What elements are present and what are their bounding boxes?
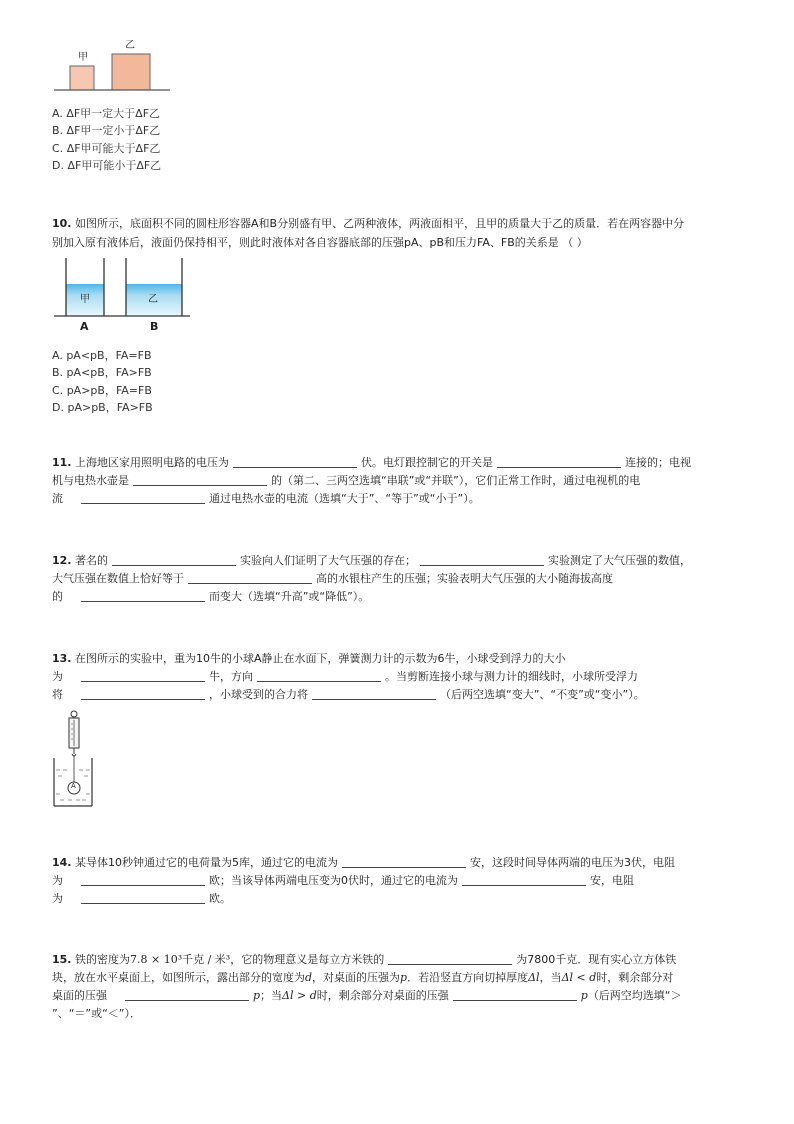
q14-blank-4[interactable] — [81, 891, 205, 904]
q15-blank-1[interactable] — [388, 952, 512, 965]
q15-line2: 块，放在水平桌面上，如图所示，露出部分的宽度为d，对桌面的压强为p．若沿竖直方向切掉厚度Δl，当Δl < d时，剩余部分对 — [52, 971, 674, 984]
q14-number: 14. — [52, 856, 72, 869]
q10-option-b[interactable]: B. pA<pB，FA>FB — [52, 366, 152, 379]
q13-figure — [52, 710, 96, 810]
q11-line1: 11. 上海地区家用照明电路的电压为 伏。电灯跟控制它的开关是 连接的；电视 — [52, 456, 691, 469]
q15-blank-2[interactable] — [125, 988, 249, 1001]
q10-option-c[interactable]: C. pA>pB，FA=FB — [52, 384, 152, 397]
q15-blank-3[interactable] — [453, 988, 577, 1001]
q9-option-b[interactable]: B. ΔF甲一定小于ΔF乙 — [52, 124, 161, 137]
q12-blank-4[interactable] — [81, 589, 205, 602]
q15-density: 7.8 × 10³千克 / 米³ — [130, 953, 231, 966]
q10-figure — [52, 256, 192, 336]
q14-blank-1[interactable] — [342, 855, 466, 868]
q13-blank-2[interactable] — [257, 669, 381, 682]
q15-line1: 15. 铁的密度为7.8 × 10³千克 / 米³，它的物理意义是每立方米铁的 为7800千克．现有实心立方体铁 — [52, 953, 677, 966]
q10-label-yi: 乙 — [148, 294, 158, 305]
q12-blank-1[interactable] — [112, 553, 236, 566]
q14-line1: 14. 某导体10秒钟通过它的电荷量为5库，通过它的电流为 安，这段时间导体两端的电压为3伏，电阻 — [52, 856, 675, 869]
q13-number: 13. — [52, 652, 72, 665]
q13-ball-label: A — [71, 782, 76, 790]
q11-blank-2[interactable] — [497, 455, 621, 468]
q10-containers-diagram — [52, 256, 192, 320]
q10-label-a: A — [80, 320, 89, 333]
q12-number: 12. — [52, 554, 72, 567]
q14-blank-3[interactable] — [462, 873, 586, 886]
q9-option-a[interactable]: A. ΔF甲一定大于ΔF乙 — [52, 107, 161, 120]
q13-line2: 为 牛，方向 。当剪断连接小球与测力计的细线时，小球所受浮力 — [52, 670, 638, 683]
q9-label-jia: 甲 — [78, 52, 88, 63]
q10-number: 10. — [52, 217, 72, 230]
q10-option-a[interactable]: A. pA<pB，FA=FB — [52, 349, 152, 362]
q13-line3: 将 ，小球受到的合力将 （后两空选填“变大”、“不变”或“变小”）。 — [52, 688, 645, 701]
q11-line3: 流 通过电热水壶的电流（选填“大于”、“等于”或“小于”）。 — [52, 492, 480, 505]
q9-label-yi: 乙 — [125, 40, 135, 51]
q11-blank-3[interactable] — [133, 473, 267, 486]
q10-stem-line2: 别加入原有液体后，液面仍保持相平，则此时液体对各自容器底部的压强pA、pB和压力FA、FB的关系是 （ ） — [52, 236, 588, 249]
q10-stem-line1: 10. 如图所示，底面积不同的圆柱形容器A和B分别盛有甲、乙两种液体，两液面相平，且甲的质量大于乙的质量．若在两容器中分 — [52, 217, 685, 230]
q14-blank-2[interactable] — [81, 873, 205, 886]
q14-line3: 为 欧。 — [52, 892, 231, 905]
q12-line3: 的 而变大（选填“升高”或“降低”）。 — [52, 590, 370, 603]
q13-blank-4[interactable] — [312, 687, 436, 700]
q10-label-b: B — [150, 320, 159, 333]
q15-number: 15. — [52, 953, 72, 966]
q9-option-d[interactable]: D. ΔF甲可能小于ΔF乙 — [52, 159, 162, 172]
q10-label-jia: 甲 — [80, 294, 90, 305]
q9-option-c[interactable]: C. ΔF甲可能大于ΔF乙 — [52, 142, 161, 155]
q11-line2: 机与电热水壶是 的（第二、三两空选填“串联”或“并联”），它们正常工作时，通过电视机的电 — [52, 474, 641, 487]
q12-line1: 12. 著名的 实验向人们证明了大气压强的存在； 实验测定了大气压强的数值， — [52, 554, 691, 567]
q11-blank-4[interactable] — [81, 491, 205, 504]
q10-option-d[interactable]: D. pA>pB，FA>FB — [52, 401, 153, 414]
q13-blank-3[interactable] — [81, 687, 205, 700]
q9-figure — [52, 36, 172, 96]
q12-line2: 大气压强在数值上恰好等于 高的水银柱产生的压强；实验表明大气压强的大小随海拔高度 — [52, 572, 613, 585]
q11-number: 11. — [52, 456, 72, 469]
q13-spring-scale-diagram — [52, 710, 96, 810]
q9-blocks-diagram — [52, 36, 172, 96]
q12-blank-2[interactable] — [420, 553, 544, 566]
q11-blank-1[interactable] — [233, 455, 357, 468]
q15-line3: 桌面的压强 p；当Δl > d时，剩余部分对桌面的压强 p（后两空均选填“＞ — [52, 989, 682, 1002]
q13-line1: 13. 在图所示的实验中，重为10牛的小球A静止在水面下，弹簧测力计的示数为6牛，小球受到浮力的大小 — [52, 652, 566, 665]
q14-line2: 为 欧；当该导体两端电压变为0伏时，通过它的电流为 安，电阻 — [52, 874, 634, 887]
q12-blank-3[interactable] — [188, 571, 312, 584]
q15-line4: ”、“＝”或“＜”）． — [52, 1007, 141, 1020]
q13-blank-1[interactable] — [81, 669, 205, 682]
